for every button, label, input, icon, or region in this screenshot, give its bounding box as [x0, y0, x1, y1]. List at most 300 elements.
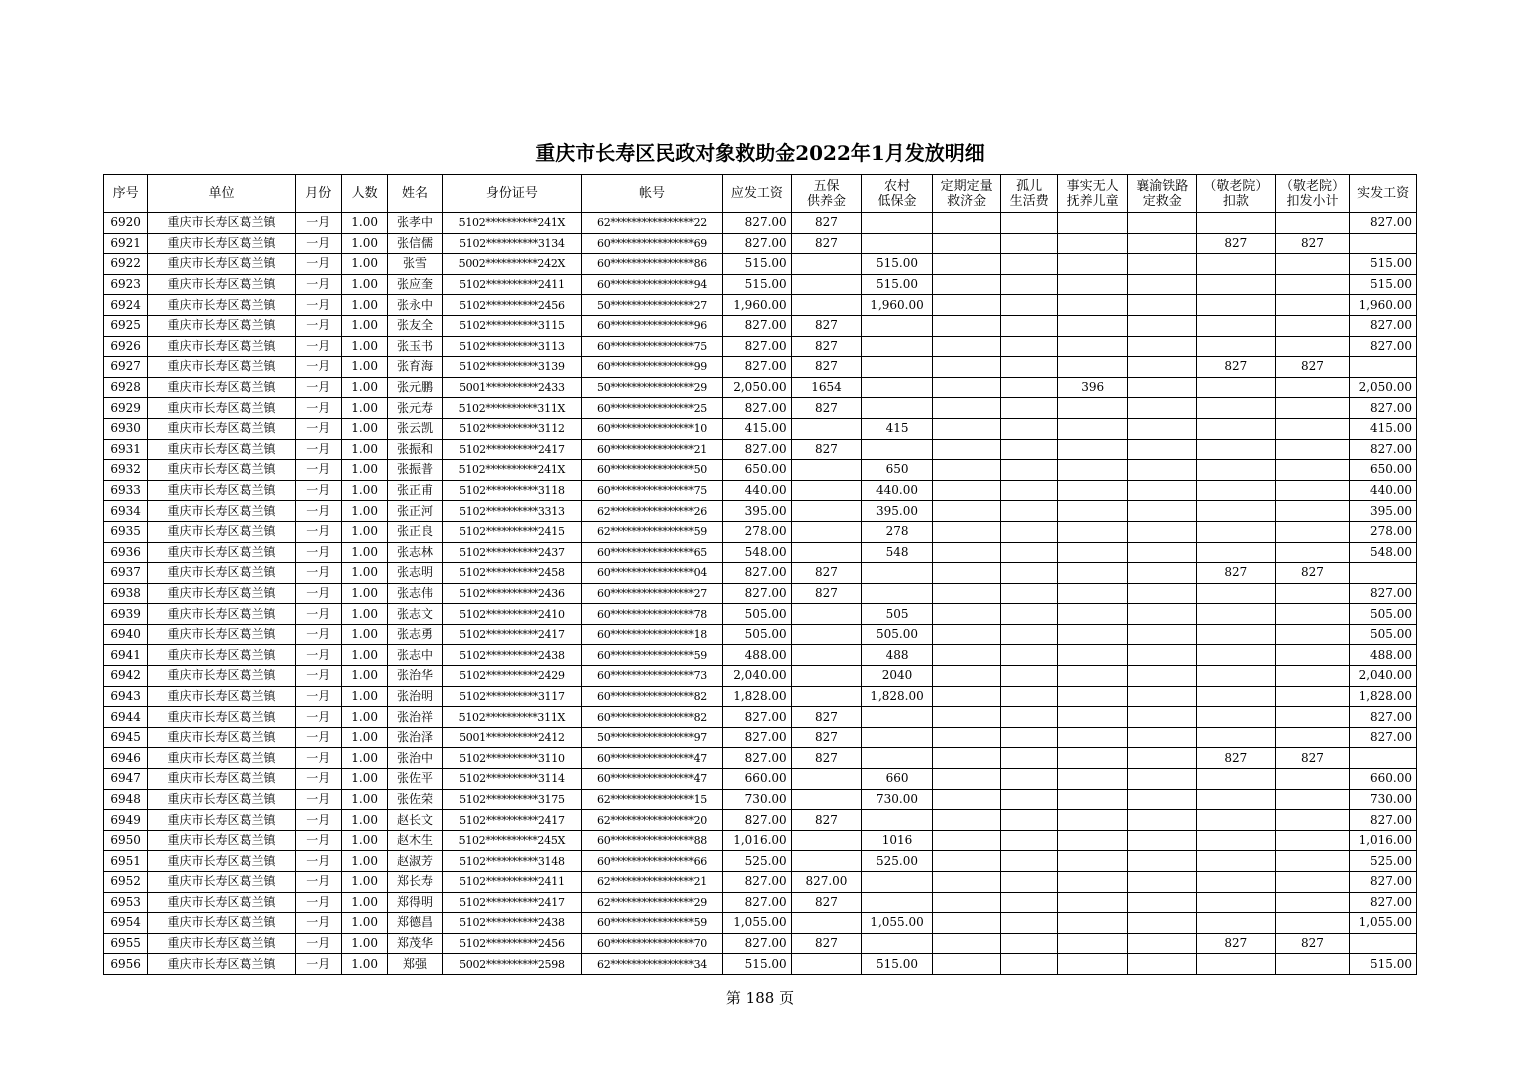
table-cell — [1275, 645, 1350, 666]
table-cell: 1016 — [862, 830, 933, 851]
column-header: 人数 — [341, 175, 387, 213]
table-cell: 张治中 — [388, 748, 442, 769]
table-cell — [1057, 748, 1128, 769]
table-cell: 827 — [1275, 563, 1350, 584]
table-cell: 1,055.00 — [862, 913, 933, 934]
table-cell — [1057, 213, 1128, 234]
table-cell — [1275, 480, 1350, 501]
table-cell — [1197, 460, 1276, 481]
table-row — [104, 748, 1417, 769]
table-cell — [791, 460, 862, 481]
table-cell — [862, 583, 933, 604]
table-cell — [932, 769, 1001, 790]
table-cell: 一月 — [295, 357, 341, 378]
table-cell: 505.00 — [723, 624, 792, 645]
table-cell: 一月 — [295, 913, 341, 934]
table-cell — [1057, 501, 1128, 522]
table-cell: 1,960.00 — [862, 295, 933, 316]
table-cell: 郑强 — [388, 954, 442, 975]
table-cell — [1197, 645, 1276, 666]
table-cell: 一月 — [295, 830, 341, 851]
table-cell — [932, 377, 1001, 398]
table-cell — [1275, 913, 1350, 934]
table-cell — [791, 913, 862, 934]
table-cell: 5102**********3114 — [442, 769, 581, 790]
table-cell: 张治明 — [388, 686, 442, 707]
table-cell: 395.00 — [723, 501, 792, 522]
table-cell — [862, 315, 933, 336]
table-cell: 827.00 — [723, 233, 792, 254]
table-cell — [1275, 315, 1350, 336]
table-cell: 650 — [862, 460, 933, 481]
table-cell: 2,050.00 — [723, 377, 792, 398]
table-cell: 一月 — [295, 624, 341, 645]
table-cell — [791, 274, 862, 295]
table-cell — [1275, 810, 1350, 831]
table-cell — [932, 872, 1001, 893]
table-cell: 一月 — [295, 336, 341, 357]
table-row — [104, 274, 1417, 295]
table-cell — [1275, 439, 1350, 460]
table-cell: 62****************22 — [581, 213, 722, 234]
table-cell — [791, 954, 862, 975]
table-cell: 278.00 — [1350, 521, 1417, 542]
table-cell: 重庆市长寿区葛兰镇 — [148, 933, 295, 954]
table-cell — [791, 521, 862, 542]
table-cell — [1001, 439, 1057, 460]
table-cell: 827 — [791, 213, 862, 234]
table-cell — [1001, 727, 1057, 748]
table-cell: 60****************78 — [581, 604, 722, 625]
table-cell: 5002**********2598 — [442, 954, 581, 975]
table-cell: 5102**********2456 — [442, 295, 581, 316]
column-header: （敬老院） 扣发小计 — [1275, 175, 1350, 213]
table-cell — [1057, 913, 1128, 934]
table-cell: 827 — [791, 892, 862, 913]
table-cell — [1057, 274, 1128, 295]
table-cell: 60****************10 — [581, 418, 722, 439]
table-cell: 6920 — [104, 213, 148, 234]
table-cell: 张振普 — [388, 460, 442, 481]
table-cell — [1197, 398, 1276, 419]
table-cell — [1128, 274, 1197, 295]
table-cell: 525.00 — [862, 851, 933, 872]
table-cell: 5102**********2410 — [442, 604, 581, 625]
table-cell: 重庆市长寿区葛兰镇 — [148, 913, 295, 934]
table-cell: 827 — [791, 233, 862, 254]
table-cell — [1350, 748, 1417, 769]
table-cell: 5102**********3115 — [442, 315, 581, 336]
table-cell: 730.00 — [1350, 789, 1417, 810]
column-header: 农村 低保金 — [862, 175, 933, 213]
table-cell: 一月 — [295, 254, 341, 275]
column-header: 序号 — [104, 175, 148, 213]
table-cell: 重庆市长寿区葛兰镇 — [148, 274, 295, 295]
table-cell — [1275, 213, 1350, 234]
table-cell: 重庆市长寿区葛兰镇 — [148, 439, 295, 460]
table-cell: 重庆市长寿区葛兰镇 — [148, 954, 295, 975]
table-cell — [1128, 357, 1197, 378]
table-cell: 重庆市长寿区葛兰镇 — [148, 377, 295, 398]
table-cell — [1197, 954, 1276, 975]
table-cell — [1275, 542, 1350, 563]
table-cell — [1275, 666, 1350, 687]
table-row — [104, 727, 1417, 748]
table-cell: 6927 — [104, 357, 148, 378]
table-cell: 5102**********3112 — [442, 418, 581, 439]
table-cell: 重庆市长寿区葛兰镇 — [148, 460, 295, 481]
table-cell — [1128, 480, 1197, 501]
table-cell — [1128, 810, 1197, 831]
table-cell: 一月 — [295, 727, 341, 748]
table-cell — [1128, 501, 1197, 522]
table-cell — [1057, 542, 1128, 563]
column-header: 应发工资 — [723, 175, 792, 213]
table-cell: 5102**********2411 — [442, 274, 581, 295]
table-cell — [1197, 686, 1276, 707]
table-cell: 一月 — [295, 583, 341, 604]
table-cell — [1001, 748, 1057, 769]
table-cell: 一月 — [295, 521, 341, 542]
table-cell: 一月 — [295, 418, 341, 439]
table-cell: 1.00 — [341, 213, 387, 234]
table-cell — [932, 686, 1001, 707]
table-cell: 548.00 — [723, 542, 792, 563]
table-cell: 重庆市长寿区葛兰镇 — [148, 872, 295, 893]
table-row — [104, 769, 1417, 790]
table-cell: 一月 — [295, 501, 341, 522]
table-cell: 6931 — [104, 439, 148, 460]
table-cell: 6937 — [104, 563, 148, 584]
table-cell — [1001, 336, 1057, 357]
table-cell — [1275, 769, 1350, 790]
table-cell: 827 — [791, 315, 862, 336]
table-cell: 827.00 — [1350, 892, 1417, 913]
table-cell: 827.00 — [1350, 583, 1417, 604]
table-cell — [1057, 892, 1128, 913]
table-cell: 827.00 — [723, 336, 792, 357]
table-cell: 60****************47 — [581, 769, 722, 790]
table-row — [104, 336, 1417, 357]
table-cell: 赵木生 — [388, 830, 442, 851]
table-cell: 重庆市长寿区葛兰镇 — [148, 645, 295, 666]
table-cell: 827.00 — [723, 707, 792, 728]
table-cell — [1057, 521, 1128, 542]
table-cell: 一月 — [295, 892, 341, 913]
table-cell — [932, 254, 1001, 275]
table-cell: 6947 — [104, 769, 148, 790]
table-cell: 张元寿 — [388, 398, 442, 419]
table-cell: 827.00 — [723, 727, 792, 748]
table-cell — [1197, 315, 1276, 336]
table-cell: 一月 — [295, 707, 341, 728]
table-cell: 6953 — [104, 892, 148, 913]
table-cell — [932, 501, 1001, 522]
table-cell: 1,016.00 — [723, 830, 792, 851]
table-cell: 395.00 — [1350, 501, 1417, 522]
table-cell: 一月 — [295, 810, 341, 831]
table-cell — [862, 357, 933, 378]
table-cell — [1275, 954, 1350, 975]
table-cell: 660 — [862, 769, 933, 790]
table-cell: 505.00 — [723, 604, 792, 625]
table-cell: 6943 — [104, 686, 148, 707]
table-cell: 1.00 — [341, 439, 387, 460]
table-cell: 张永中 — [388, 295, 442, 316]
table-cell — [1001, 460, 1057, 481]
table-row — [104, 872, 1417, 893]
table-cell: 827 — [1197, 563, 1276, 584]
table-cell: 730.00 — [862, 789, 933, 810]
table-cell: 827 — [791, 933, 862, 954]
table-cell — [1057, 563, 1128, 584]
page-number: 第 188 页 — [725, 989, 795, 1007]
table-cell — [1128, 336, 1197, 357]
table-row — [104, 254, 1417, 275]
table-cell — [1197, 666, 1276, 687]
table-cell: 440.00 — [1350, 480, 1417, 501]
table-cell: 重庆市长寿区葛兰镇 — [148, 418, 295, 439]
table-cell: 一月 — [295, 748, 341, 769]
table-cell — [862, 213, 933, 234]
table-cell: 1.00 — [341, 357, 387, 378]
table-cell — [1275, 604, 1350, 625]
table-cell: 重庆市长寿区葛兰镇 — [148, 666, 295, 687]
table-cell — [1275, 501, 1350, 522]
table-cell — [1350, 357, 1417, 378]
table-cell: 一月 — [295, 295, 341, 316]
table-cell — [1128, 233, 1197, 254]
table-row — [104, 624, 1417, 645]
table-cell — [791, 830, 862, 851]
table-row — [104, 810, 1417, 831]
table-cell: 60****************75 — [581, 480, 722, 501]
table-cell — [862, 398, 933, 419]
table-cell: 2,040.00 — [723, 666, 792, 687]
table-cell: 5102**********2429 — [442, 666, 581, 687]
table-cell — [932, 583, 1001, 604]
table-row — [104, 501, 1417, 522]
table-cell: 827.00 — [723, 933, 792, 954]
table-cell: 827.00 — [723, 357, 792, 378]
table-cell: 827.00 — [723, 439, 792, 460]
table-cell: 6930 — [104, 418, 148, 439]
column-header: 单位 — [148, 175, 295, 213]
table-cell — [1057, 872, 1128, 893]
table-cell — [1057, 851, 1128, 872]
table-cell — [1057, 769, 1128, 790]
table-cell — [1197, 254, 1276, 275]
table-cell — [1001, 315, 1057, 336]
table-cell: 827 — [791, 439, 862, 460]
table-cell — [932, 892, 1001, 913]
table-cell — [1128, 748, 1197, 769]
table-cell: 827.00 — [1350, 810, 1417, 831]
table-cell: 1,960.00 — [723, 295, 792, 316]
table-cell: 6948 — [104, 789, 148, 810]
table-cell — [862, 439, 933, 460]
table-cell: 6939 — [104, 604, 148, 625]
table-cell — [791, 769, 862, 790]
table-cell — [1001, 542, 1057, 563]
table-cell: 488.00 — [1350, 645, 1417, 666]
table-cell: 60****************21 — [581, 439, 722, 460]
table-cell: 827 — [1197, 748, 1276, 769]
table-cell — [1057, 439, 1128, 460]
table-cell — [1057, 357, 1128, 378]
table-cell — [1057, 645, 1128, 666]
table-row — [104, 789, 1417, 810]
table-cell: 488 — [862, 645, 933, 666]
table-cell — [1001, 233, 1057, 254]
table-cell — [1057, 418, 1128, 439]
table-cell: 1.00 — [341, 810, 387, 831]
table-cell: 650.00 — [1350, 460, 1417, 481]
table-cell — [1001, 501, 1057, 522]
table-cell: 1.00 — [341, 295, 387, 316]
table-cell: 5102**********2417 — [442, 439, 581, 460]
table-cell: 6929 — [104, 398, 148, 419]
table-cell — [1128, 583, 1197, 604]
table-cell: 515.00 — [723, 254, 792, 275]
table-cell: 5102**********3148 — [442, 851, 581, 872]
table-cell: 张振和 — [388, 439, 442, 460]
table-row — [104, 480, 1417, 501]
table-cell — [1197, 810, 1276, 831]
table-cell: 5102**********2438 — [442, 913, 581, 934]
page-title: 重庆市长寿区民政对象救助金2022年1月发放明细 — [535, 141, 985, 165]
table-cell: 1.00 — [341, 604, 387, 625]
table-cell — [1128, 439, 1197, 460]
table-cell: 重庆市长寿区葛兰镇 — [148, 727, 295, 748]
table-cell: 62****************59 — [581, 521, 722, 542]
table-cell: 5102**********2456 — [442, 933, 581, 954]
table-cell: 张志明 — [388, 563, 442, 584]
table-cell: 1.00 — [341, 501, 387, 522]
table-cell — [862, 892, 933, 913]
table-cell — [1128, 624, 1197, 645]
table-header-row — [104, 175, 1417, 213]
table-cell: 827.00 — [1350, 707, 1417, 728]
table-cell — [1001, 521, 1057, 542]
table-cell: 重庆市长寿区葛兰镇 — [148, 748, 295, 769]
table-cell: 6922 — [104, 254, 148, 275]
table-cell: 440.00 — [723, 480, 792, 501]
table-cell — [1275, 274, 1350, 295]
table-cell — [932, 274, 1001, 295]
table-cell: 1,055.00 — [723, 913, 792, 934]
table-cell: 重庆市长寿区葛兰镇 — [148, 810, 295, 831]
table-cell: 6933 — [104, 480, 148, 501]
table-cell: 827 — [1275, 933, 1350, 954]
table-cell — [1275, 624, 1350, 645]
table-cell: 1.00 — [341, 254, 387, 275]
table-cell: 张志伟 — [388, 583, 442, 604]
table-cell: 1.00 — [341, 274, 387, 295]
table-cell — [1001, 892, 1057, 913]
table-cell: 张志中 — [388, 645, 442, 666]
table-row — [104, 954, 1417, 975]
table-cell — [1275, 295, 1350, 316]
table-cell — [1197, 501, 1276, 522]
table-cell: 一月 — [295, 686, 341, 707]
table-cell — [1057, 830, 1128, 851]
table-cell — [862, 727, 933, 748]
table-cell: 60****************94 — [581, 274, 722, 295]
table-cell — [932, 851, 1001, 872]
table-cell — [1128, 892, 1197, 913]
table-cell: 1,960.00 — [1350, 295, 1417, 316]
table-cell: 488.00 — [723, 645, 792, 666]
table-cell: 6954 — [104, 913, 148, 934]
column-header: 定期定量 救济金 — [932, 175, 1001, 213]
table-cell — [932, 645, 1001, 666]
table-cell — [1197, 336, 1276, 357]
table-cell — [1128, 604, 1197, 625]
table-cell: 一月 — [295, 645, 341, 666]
table-cell: 1654 — [791, 377, 862, 398]
table-row — [104, 830, 1417, 851]
table-cell — [862, 810, 933, 831]
table-cell — [1001, 686, 1057, 707]
table-cell — [1001, 480, 1057, 501]
table-cell — [932, 789, 1001, 810]
table-cell: 1.00 — [341, 583, 387, 604]
table-cell: 赵长文 — [388, 810, 442, 831]
table-cell: 827 — [791, 563, 862, 584]
table-cell — [1057, 604, 1128, 625]
table-cell: 6955 — [104, 933, 148, 954]
table-cell — [932, 563, 1001, 584]
table-cell: 5102**********2411 — [442, 872, 581, 893]
table-cell: 827 — [791, 748, 862, 769]
table-cell: 548 — [862, 542, 933, 563]
table-cell: 5102**********2436 — [442, 583, 581, 604]
table-cell: 827.00 — [1350, 439, 1417, 460]
table-cell — [932, 748, 1001, 769]
table-cell — [1197, 872, 1276, 893]
table-cell — [862, 377, 933, 398]
table-cell — [862, 233, 933, 254]
table-cell — [932, 933, 1001, 954]
table-cell — [1197, 727, 1276, 748]
table-cell: 1.00 — [341, 645, 387, 666]
table-cell: 5102**********241X — [442, 460, 581, 481]
table-cell — [932, 727, 1001, 748]
table-cell: 张元鹏 — [388, 377, 442, 398]
column-header: 帐号 — [581, 175, 722, 213]
table-cell — [1057, 624, 1128, 645]
table-cell: 827.00 — [723, 398, 792, 419]
table-cell: 827 — [791, 336, 862, 357]
column-header: 事实无人 抚养儿童 — [1057, 175, 1128, 213]
table-row — [104, 398, 1417, 419]
table-cell: 827.00 — [1350, 315, 1417, 336]
table-cell: 396 — [1057, 377, 1128, 398]
table-cell — [1128, 542, 1197, 563]
table-cell — [1197, 604, 1276, 625]
table-cell: 827 — [791, 398, 862, 419]
table-cell: 827 — [791, 357, 862, 378]
table-cell — [1128, 666, 1197, 687]
table-cell — [791, 645, 862, 666]
table-cell — [1001, 624, 1057, 645]
table-cell: 张志勇 — [388, 624, 442, 645]
table-cell: 张佐荣 — [388, 789, 442, 810]
table-cell — [1001, 913, 1057, 934]
table-cell — [1197, 480, 1276, 501]
table-cell: 一月 — [295, 563, 341, 584]
